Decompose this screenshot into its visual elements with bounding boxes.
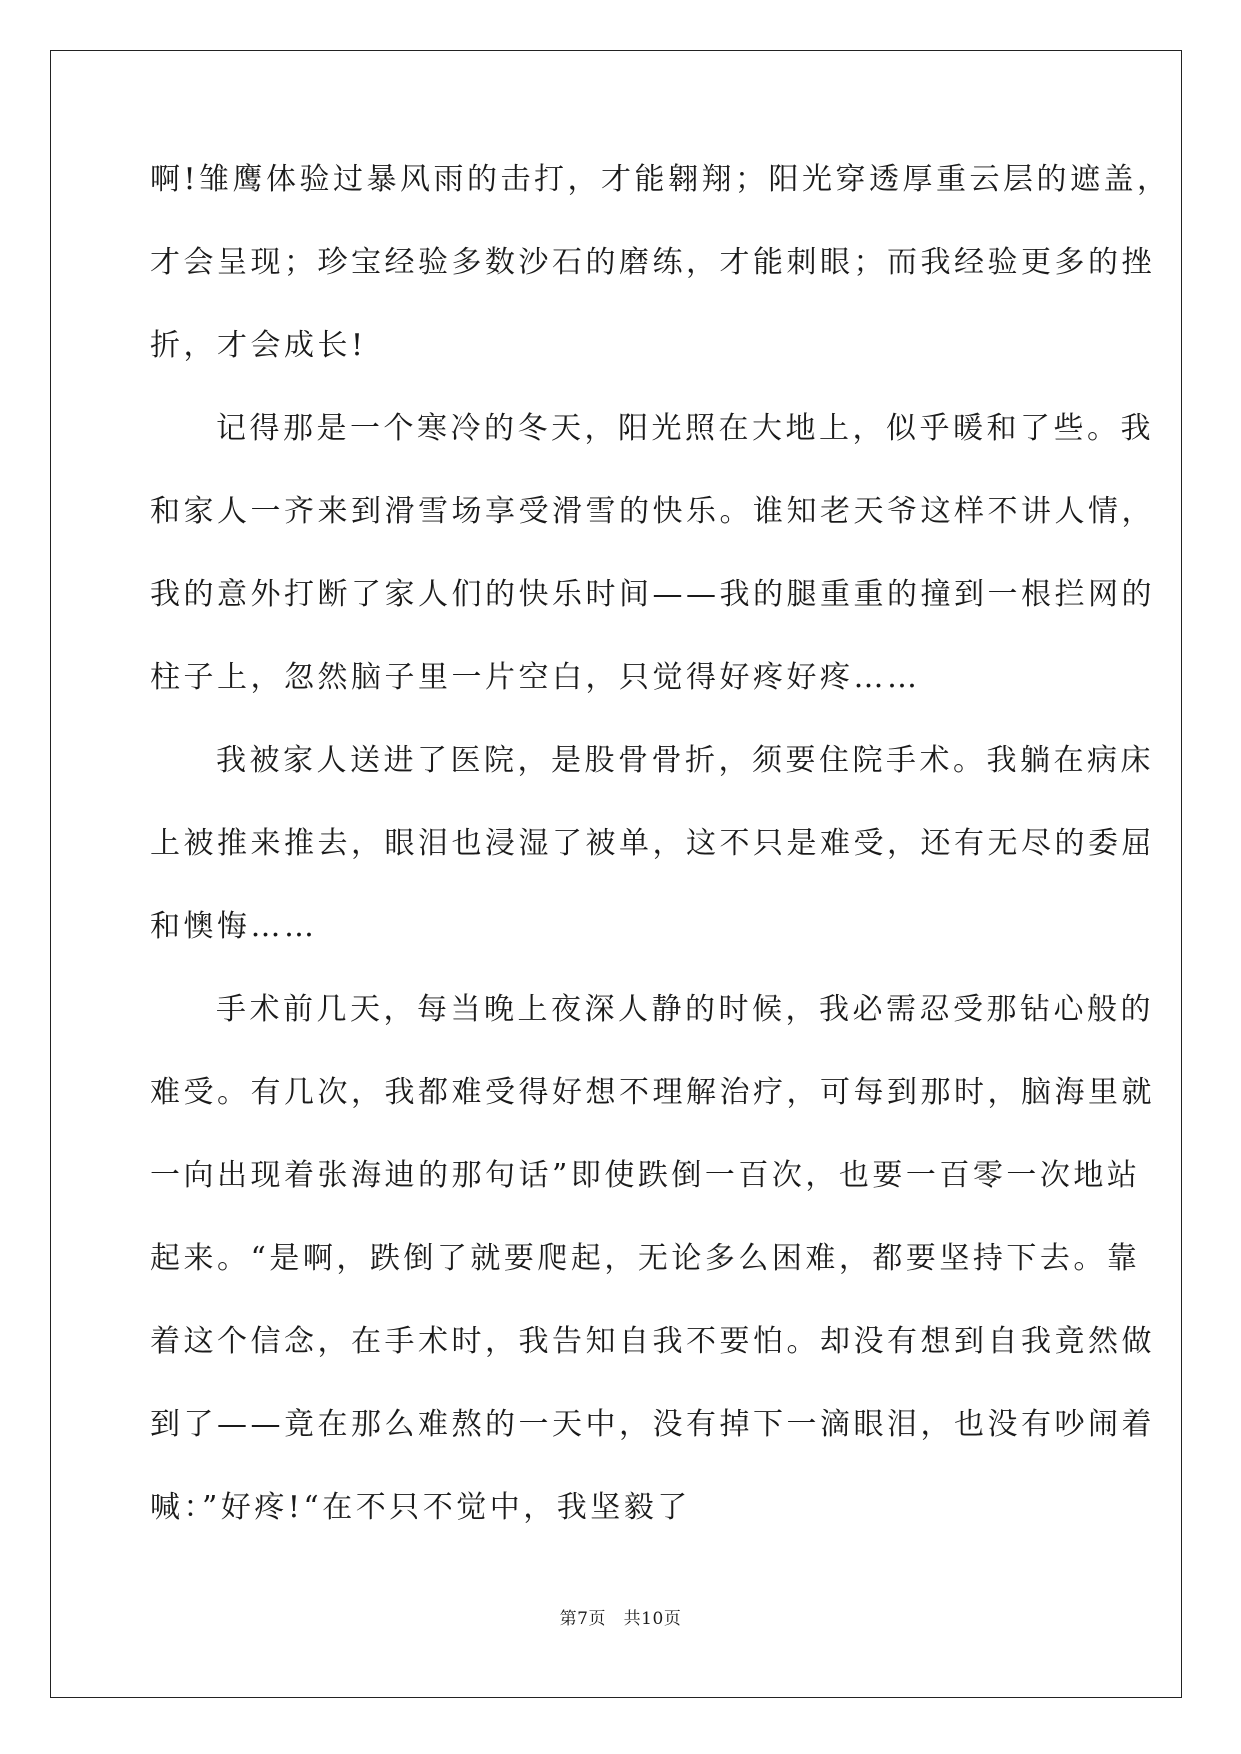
text-line: 我的意外打断了家人们的快乐时间——我的腿重重的撞到一根拦网的: [150, 577, 1155, 612]
text-line: 折，才会成长!: [150, 328, 367, 363]
text-line: 上被推来推去，眼泪也浸湿了被单，这不只是难受，还有无尽的委屈: [150, 826, 1155, 861]
text-line: 难受。有几次，我都难受得好想不理解治疗，可每到那时，脑海里就: [150, 1075, 1155, 1110]
paragraph-start-line: 我被家人送进了医院，是股骨骨折，须要住院手术。我躺在病床: [216, 743, 1154, 778]
text-line: 柱子上，忽然脑子里一片空白，只觉得好疼好疼……: [150, 660, 921, 695]
text-line: 和家人一齐来到滑雪场享受滑雪的快乐。谁知老天爷这样不讲人情，: [150, 494, 1155, 529]
paragraph-start-line: 记得那是一个寒冷的冬天，阳光照在大地上，似乎暖和了些。我: [216, 411, 1154, 446]
text-line: 着这个信念，在手术时，我告知自我不要怕。却没有想到自我竟然做: [150, 1324, 1155, 1359]
text-line: 起来。“是啊，跌倒了就要爬起，无论多么困难，都要坚持下去。靠: [150, 1241, 1141, 1276]
document-body: [150, 160, 1171, 1571]
paragraph-start-line: 手术前几天，每当晚上夜深人静的时候，我必需忍受那钻心般的: [216, 992, 1154, 1027]
text-line: 一向出现着张海迪的那句话”即使跌倒一百次，也要一百零一次地站: [150, 1158, 1141, 1193]
text-line: 啊!雏鹰体验过暴风雨的击打，才能翱翔；阳光穿透厚重云层的遮盖，: [150, 162, 1171, 197]
text-line: 喊：”好疼!“在不只不觉中，我坚毅了: [150, 1490, 691, 1525]
text-line: 和懊悔……: [150, 909, 318, 944]
page-number-footer: 第7页 共10页: [559, 1609, 682, 1629]
text-line: 才会呈现；珍宝经验多数沙石的磨练，才能刺眼；而我经验更多的挫: [150, 245, 1155, 280]
text-line: 到了——竟在那么难熬的一天中，没有掉下一滴眼泪，也没有吵闹着: [150, 1407, 1155, 1442]
